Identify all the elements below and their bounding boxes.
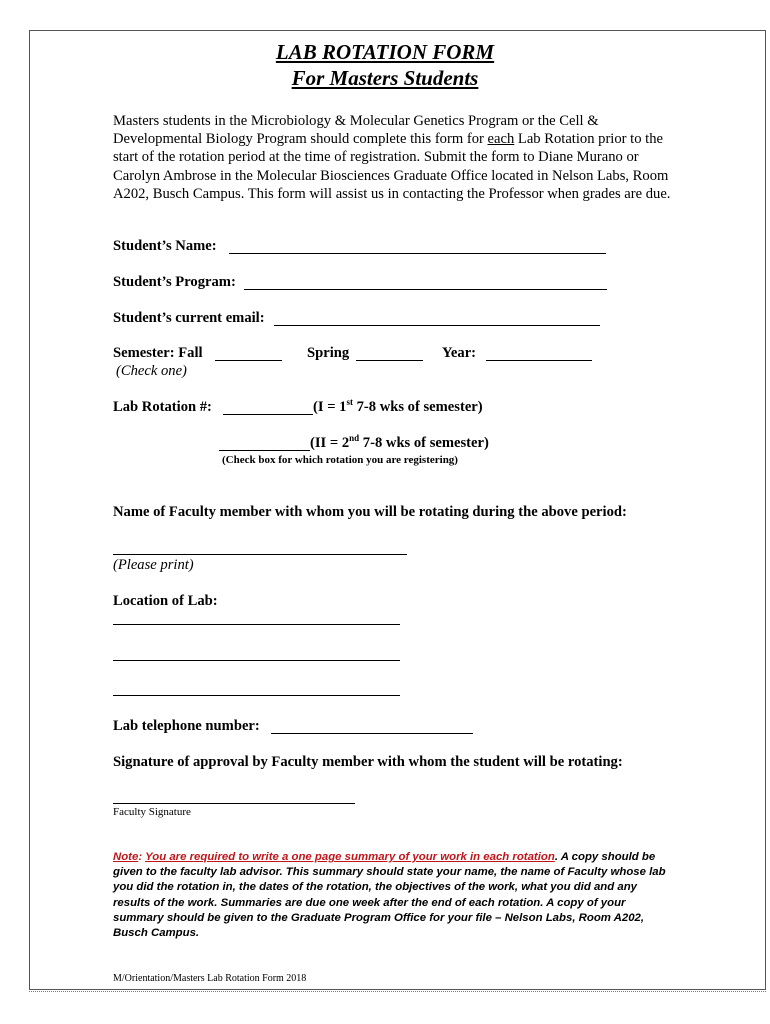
semester-spring-field[interactable]: [356, 360, 423, 361]
faculty-name-label: Name of Faculty member with whom you will be rotating during the above period:: [113, 504, 627, 520]
signature-approval-label: Signature of approval by Faculty member with whom the student will be rotating:: [113, 754, 623, 770]
student-name-label: Student’s Name:: [113, 238, 217, 254]
rotation-2-label: (II = 2nd 7-8 wks of semester): [310, 433, 489, 451]
footer-text: M/Orientation/Masters Lab Rotation Form 2018: [113, 973, 307, 984]
location-label: Location of Lab:: [113, 593, 218, 609]
student-name-field[interactable]: [229, 253, 606, 254]
faculty-name-field[interactable]: [113, 554, 407, 555]
location-field-3[interactable]: [113, 695, 400, 696]
please-print-hint: (Please print): [113, 557, 194, 573]
lab-phone-label: Lab telephone number:: [113, 718, 260, 734]
student-program-field[interactable]: [244, 289, 607, 290]
form-title: LAB ROTATION FORM: [275, 40, 495, 64]
location-field-2[interactable]: [113, 660, 400, 661]
check-one-hint: (Check one): [116, 363, 187, 379]
location-field-1[interactable]: [113, 624, 400, 625]
semester-fall-field[interactable]: [215, 360, 282, 361]
faculty-signature-caption: Faculty Signature: [113, 806, 191, 818]
semester-fall-label: Semester: Fall: [113, 345, 203, 361]
student-email-label: Student’s current email:: [113, 310, 265, 326]
form-subtitle: For Masters Students: [291, 66, 479, 90]
rotation-1-field[interactable]: [223, 414, 313, 415]
year-field[interactable]: [486, 360, 592, 361]
semester-spring-label: Spring: [307, 345, 350, 361]
student-email-field[interactable]: [274, 325, 600, 326]
check-box-hint: (Check box for which rotation you are registering): [222, 454, 458, 466]
year-label: Year:: [442, 345, 477, 361]
note-paragraph: Note: You are required to write a one page summary of your work in each rotation. A copy should be given to the faculty lab advisor. This summary should state your name, the name of Faculty whose lab you did the rotation in, the dates of the rotation, the objectives of the work, what you did and any results of the work. Summaries are due one week after the end of each rotation. A copy of your summary should be given to the Graduate Program Office for your file – Nelson Labs, Room A202, Busch Campus.: [113, 851, 666, 940]
rotation-1-label: (I = 1st 7-8 wks of semester): [313, 397, 483, 415]
intro-paragraph: Masters students in the Microbiology & Molecular Genetics Program or the Cell & Developmental Biology Program should complete this form for each Lab Rotation prior to the start of the rotation period at the time of registration. Submit the form to Diane Murano or Carolyn Ambrose in the Molecular Biosciences Graduate Office located in Nelson Labs, Room A202, Busch Campus. This form will assist us in contacting the Professor when grades are due.: [113, 113, 671, 202]
footer-divider: [29, 991, 766, 992]
lab-rotation-label: Lab Rotation #:: [113, 399, 212, 415]
rotation-2-field[interactable]: [219, 450, 310, 451]
faculty-signature-field[interactable]: [113, 803, 355, 804]
student-program-label: Student’s Program:: [113, 274, 236, 290]
lab-phone-field[interactable]: [271, 733, 473, 734]
